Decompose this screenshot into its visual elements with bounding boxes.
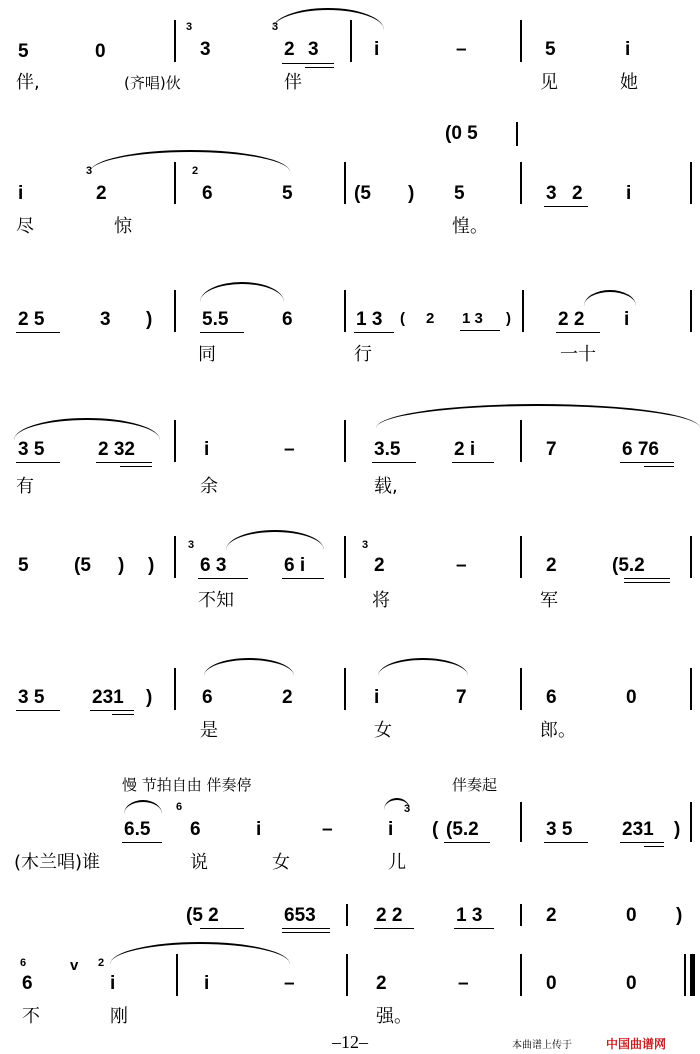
note: 231 bbox=[92, 687, 124, 708]
lyric: 女 bbox=[374, 720, 392, 741]
barline bbox=[174, 536, 176, 578]
lyric: 刚 bbox=[110, 1006, 128, 1027]
barline bbox=[344, 536, 346, 578]
accompaniment-note: 2 2 bbox=[376, 905, 403, 926]
barline bbox=[690, 162, 692, 204]
accompaniment-note: (5 2 bbox=[186, 905, 219, 926]
note: 0 bbox=[95, 41, 106, 62]
slur bbox=[110, 942, 290, 964]
note: – bbox=[284, 439, 295, 460]
note: – bbox=[456, 555, 467, 576]
note: i bbox=[256, 819, 262, 840]
lyric: 不知 bbox=[198, 590, 234, 611]
note: 0 bbox=[626, 973, 637, 994]
lyric: 载, bbox=[374, 476, 398, 497]
barline bbox=[346, 954, 348, 996]
lyric: 惶。 bbox=[452, 216, 488, 237]
barline bbox=[344, 162, 346, 204]
note: 2 bbox=[282, 687, 293, 708]
barline bbox=[174, 420, 176, 462]
barline bbox=[520, 420, 522, 462]
barline bbox=[520, 954, 522, 996]
note: i bbox=[204, 973, 210, 994]
note: 3 bbox=[546, 183, 557, 204]
note: 5 bbox=[282, 183, 293, 204]
accompaniment-note: 2 bbox=[546, 905, 557, 926]
lyric: 一十 bbox=[560, 344, 596, 365]
lyric: 惊 bbox=[114, 216, 132, 237]
barline bbox=[520, 162, 522, 204]
note: 1 3 bbox=[462, 310, 483, 327]
lyric: 伴 bbox=[284, 72, 302, 93]
note: i bbox=[18, 183, 24, 204]
note: 2 bbox=[376, 973, 387, 994]
barline bbox=[174, 162, 176, 204]
lyric: 同 bbox=[198, 344, 216, 365]
note: 2 bbox=[96, 183, 107, 204]
lyric: 女 bbox=[272, 852, 290, 873]
note: 2 bbox=[426, 310, 435, 327]
note: 5 bbox=[545, 39, 556, 60]
barline bbox=[690, 290, 692, 332]
note: 3 5 bbox=[18, 687, 45, 708]
note: 5 bbox=[454, 183, 465, 204]
final-barline-thick bbox=[690, 954, 695, 996]
note: 6 bbox=[202, 687, 213, 708]
slur bbox=[584, 290, 636, 306]
accompaniment-note: 653 bbox=[284, 905, 316, 926]
performance-direction: 伴奏起 bbox=[452, 776, 498, 794]
barline bbox=[690, 536, 692, 578]
upload-note: 本曲谱上传于 bbox=[512, 1040, 572, 1051]
barline bbox=[174, 668, 176, 710]
note: (5.2 bbox=[612, 555, 645, 576]
lyric: 郎。 bbox=[540, 720, 576, 741]
note: 231 bbox=[622, 819, 654, 840]
note: 2 5 bbox=[18, 309, 45, 330]
note: 0 bbox=[546, 973, 557, 994]
barline bbox=[344, 290, 346, 332]
note: 2 bbox=[284, 39, 295, 60]
note: (5.2 bbox=[446, 819, 479, 840]
barline bbox=[344, 420, 346, 462]
barline bbox=[346, 904, 348, 926]
slur bbox=[204, 658, 294, 676]
barline bbox=[176, 954, 178, 996]
note: 2 bbox=[546, 555, 557, 576]
note: i bbox=[625, 39, 631, 60]
note: 3 5 bbox=[18, 439, 45, 460]
lyric: 余 bbox=[200, 476, 218, 497]
barline bbox=[522, 290, 524, 332]
note: 0 bbox=[626, 687, 637, 708]
note: 6 bbox=[202, 183, 213, 204]
barline bbox=[520, 904, 522, 926]
lyric: 有 bbox=[16, 476, 34, 497]
lyric: 不 bbox=[22, 1006, 40, 1027]
barline bbox=[350, 20, 352, 62]
note: 2 32 bbox=[98, 439, 135, 460]
barline bbox=[520, 668, 522, 710]
page-number: –12– bbox=[332, 1032, 368, 1052]
barline bbox=[344, 668, 346, 710]
slur bbox=[226, 530, 324, 550]
note: 7 bbox=[546, 439, 557, 460]
barline bbox=[520, 536, 522, 578]
accompaniment-prefix: (0 5 bbox=[445, 123, 478, 144]
note: 3 bbox=[100, 309, 111, 330]
note: i bbox=[204, 439, 210, 460]
note: 3 bbox=[200, 39, 211, 60]
barline bbox=[520, 20, 522, 62]
lyric: 将 bbox=[372, 590, 390, 611]
note: 1 3 bbox=[356, 309, 383, 330]
barline bbox=[174, 20, 176, 62]
barline bbox=[516, 122, 518, 146]
barline bbox=[174, 290, 176, 332]
note: 2 i bbox=[454, 439, 476, 460]
note: 6 bbox=[190, 819, 201, 840]
note: – bbox=[284, 973, 295, 994]
lyric: 军 bbox=[540, 590, 558, 611]
lyric: 是 bbox=[200, 720, 218, 741]
note: (5 bbox=[74, 555, 91, 576]
accompaniment-note: 0 bbox=[626, 905, 637, 926]
lyric: 强。 bbox=[376, 1006, 412, 1027]
note: i bbox=[388, 819, 394, 840]
slur bbox=[124, 800, 162, 814]
final-barline-thin bbox=[684, 954, 686, 996]
note: 6.5 bbox=[124, 819, 151, 840]
note: 7 bbox=[456, 687, 467, 708]
note: 6 i bbox=[284, 555, 306, 576]
note: – bbox=[322, 819, 333, 840]
note: – bbox=[458, 973, 469, 994]
slur bbox=[14, 418, 160, 440]
accompaniment-note: 1 3 bbox=[456, 905, 483, 926]
note: 2 bbox=[374, 555, 385, 576]
note: i bbox=[626, 183, 632, 204]
lyric: (齐唱)伙 bbox=[124, 74, 181, 92]
note: 3.5 bbox=[374, 439, 401, 460]
barline bbox=[690, 802, 692, 842]
lyric: 伴, bbox=[16, 72, 40, 93]
note: 6 3 bbox=[200, 555, 227, 576]
note: 5 bbox=[18, 555, 29, 576]
lyric: 行 bbox=[354, 344, 372, 365]
note: 6 76 bbox=[622, 439, 659, 460]
slur bbox=[200, 282, 284, 302]
barline bbox=[520, 802, 522, 842]
note: i bbox=[624, 309, 630, 330]
note: i bbox=[110, 973, 116, 994]
lyric: (木兰唱)谁 bbox=[14, 852, 101, 873]
slur bbox=[272, 8, 384, 30]
barline bbox=[690, 668, 692, 710]
lyric: 见 bbox=[540, 72, 558, 93]
note: 5.5 bbox=[202, 309, 229, 330]
note: 6 bbox=[546, 687, 557, 708]
slur bbox=[378, 658, 468, 676]
note: 3 bbox=[308, 39, 319, 60]
note: i bbox=[374, 687, 380, 708]
slur bbox=[376, 404, 700, 428]
note: 2 bbox=[572, 183, 583, 204]
lyric: 说 bbox=[190, 852, 208, 873]
lyric: 她 bbox=[620, 72, 638, 93]
note: – bbox=[456, 39, 467, 60]
note: 5 bbox=[18, 41, 29, 62]
lyric: 尽 bbox=[16, 216, 34, 237]
site-logo: 中国曲谱网 bbox=[606, 1037, 667, 1051]
note: i bbox=[374, 39, 380, 60]
score-page: 5 0 3 3 3 2 3 i – 5 i 伴, (齐唱)伙 伴 见 她 (0 5 i 3 2 2 6 5 (5 ) 5 3 2 i 尽 惊 惶。 2 5 3 ) 5.5 6 1 3 ( 2 1 3 ) 2 2 i 同 行 一十 3 5 2 32 i – 3.5 2 i 7 6 76 有 余 载, 5 (5 ) ) 3 6 3 6 i 3 2 – 2 (5.2 不知 将 军 3 5 231 ) 6 2 i 7 6 0 是 女 郎。 慢 节拍自由 伴奏停 伴奏起 6.5 6 6 i – i 3 ( (5.2 3 5 231 ) (木兰唱)谁 说 女 儿 (5 2 653 2 2 1 3 2 0 ) 6 6 v 2 i i – 2 – 0 0 不 刚 强。 –12– 本曲谱上传于 中国曲谱网 bbox=[0, 0, 700, 1054]
note: (5 bbox=[354, 183, 371, 204]
note: 6 bbox=[22, 973, 33, 994]
slur bbox=[90, 150, 290, 172]
performance-direction: 慢 节拍自由 伴奏停 bbox=[122, 776, 252, 794]
lyric: 儿 bbox=[388, 852, 406, 873]
note: 6 bbox=[282, 309, 293, 330]
note: 3 5 bbox=[546, 819, 573, 840]
note: 2 2 bbox=[558, 309, 585, 330]
